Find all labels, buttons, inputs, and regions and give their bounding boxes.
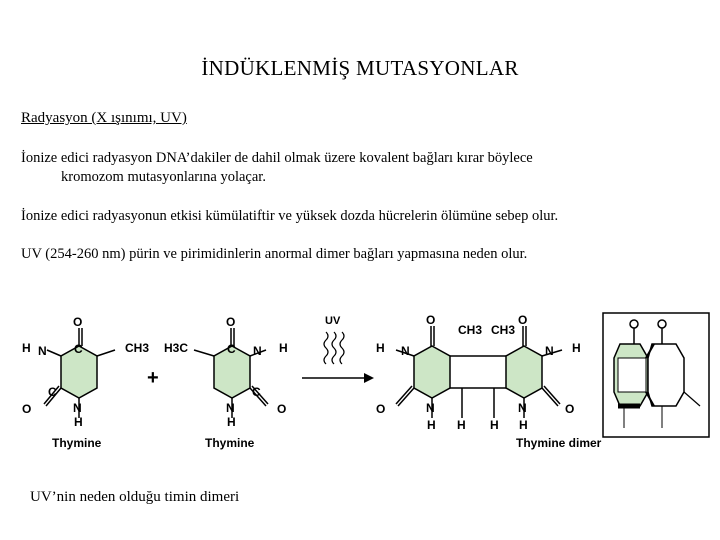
- atom-o: O: [277, 402, 287, 416]
- uv-label: UV: [325, 315, 341, 327]
- atom-h: H: [572, 341, 581, 355]
- atom-n: N: [253, 344, 262, 358]
- methyl-group: CH3: [491, 323, 516, 337]
- methyl-group: CH3: [125, 341, 150, 355]
- atom-n: N: [226, 401, 235, 415]
- atom-o: O: [22, 402, 32, 416]
- atom-o: O: [376, 402, 386, 416]
- uv-reaction-arrow: [302, 315, 374, 383]
- atom-h: H: [490, 418, 499, 432]
- section-subheading: Radyasyon (X ışınımı, UV): [21, 110, 187, 126]
- dimer-3d-schematic: [603, 313, 709, 437]
- thymine-dimer-figure: [0, 300, 720, 465]
- figure-caption: UV’nin neden olduğu timin dimeri: [30, 489, 240, 505]
- paragraph-line-1: İonize edici radyasyon DNA’dakiler de dahil olmak üzere kovalent bağları kırar böylece: [21, 150, 533, 166]
- atom-h: H: [227, 415, 236, 429]
- atom-c: C: [227, 342, 236, 356]
- thymine-molecule-1: [22, 315, 149, 450]
- atom-o: O: [565, 402, 575, 416]
- methyl-group: CH3: [458, 323, 483, 337]
- atom-n: N: [545, 344, 554, 358]
- atom-h: H: [457, 418, 466, 432]
- atom-h: H: [519, 418, 528, 432]
- plus-sign: +: [147, 367, 159, 389]
- methyl-group: H3C: [164, 341, 189, 355]
- atom-h: H: [74, 415, 83, 429]
- atom-c: C: [48, 385, 57, 399]
- atom-c: C: [252, 385, 261, 399]
- paragraph-line-2: kromozom mutasyonlarına yolaçar.: [61, 169, 266, 185]
- dimer-ring-left: [414, 346, 450, 398]
- dimer-ring-right: [506, 346, 542, 398]
- paragraph-cumulative-effect: İonize edici radyasyonun etkisi kümülatiftir ve yüksek dozda hücrelerin ölümüne sebep olur.: [21, 208, 559, 224]
- atom-o: O: [73, 315, 83, 329]
- paragraph-ionizing-bonds: [21, 149, 681, 187]
- atom-o: O: [426, 313, 436, 327]
- atom-n: N: [73, 401, 82, 415]
- atom-c: C: [74, 342, 83, 356]
- atom-h: H: [427, 418, 436, 432]
- atom-n: N: [401, 344, 410, 358]
- atom-n: N: [426, 401, 435, 415]
- page-title: İNDÜKLENMİŞ MUTASYONLAR: [201, 56, 519, 80]
- thymine-molecule-2: [164, 315, 288, 450]
- arrow-head: [364, 373, 374, 383]
- thymine-dimer: [376, 313, 602, 450]
- dimer-label: Thymine dimer: [516, 436, 602, 450]
- atom-n: N: [38, 344, 47, 358]
- atom-h: H: [22, 341, 31, 355]
- atom-o: O: [226, 315, 236, 329]
- atom-o: O: [518, 313, 528, 327]
- molecule-label: Thymine: [52, 436, 102, 450]
- atom-h: H: [279, 341, 288, 355]
- atom-h: H: [376, 341, 385, 355]
- molecule-label: Thymine: [205, 436, 255, 450]
- atom-n: N: [518, 401, 527, 415]
- paragraph-uv-dimers: UV (254-260 nm) pürin ve pirimidinlerin anormal dimer bağları yapmasına neden olur.: [21, 246, 528, 262]
